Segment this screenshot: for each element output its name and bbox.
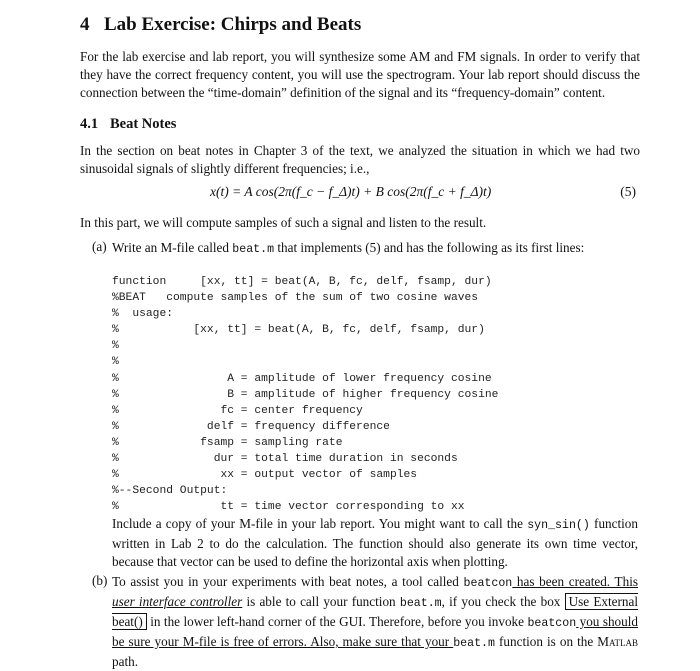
equation-5 <box>80 184 640 204</box>
code-block <box>112 274 532 515</box>
item-a-text <box>112 239 638 259</box>
item-a-after-text <box>112 515 638 571</box>
code-line: %--Second Output: <box>112 485 228 498</box>
subsection-number: 4.1 <box>80 116 99 132</box>
use-external-beat-box: Use External beat() <box>112 594 638 629</box>
item-b-t7: function is on the <box>494 634 598 649</box>
code-line: % dur = total time duration in seconds <box>112 453 458 466</box>
equation-number: (5) <box>620 184 636 199</box>
code-line: % B = amplitude of higher frequency cosine <box>112 388 499 401</box>
item-b-t4: , if you check the box <box>441 594 565 609</box>
beatcon-tool-2: beatcon <box>527 617 577 630</box>
item-a-text-post: that implements (5) and has the following as its first lines: <box>274 240 585 255</box>
syn-sin-function: syn_sin() <box>527 519 590 532</box>
section-number: 4 <box>80 14 90 35</box>
item-a-filename: beat.m <box>232 243 275 256</box>
item-b-t3: is able to call your function <box>242 594 400 609</box>
item-b-t2: has been created. This <box>512 574 638 589</box>
item-a-text-pre: Write an M-file called <box>112 240 233 255</box>
item-a-after-post: function written in Lab 2 to do the calculation. The function should also generate its own time vector, because that vector can be used to define the horizontal axis when plotting. <box>112 516 638 569</box>
subsection-heading <box>80 116 176 133</box>
section-title: Lab Exercise: Chirps and Beats <box>104 14 362 35</box>
item-a-after-pre: Include a copy of your M-file in your lab report. You might want to call the <box>112 516 528 531</box>
code-line: % usage: <box>112 308 174 321</box>
item-b-text <box>112 573 638 671</box>
equation-body: x(t) = A cos(2π(f_c − f_Δ)t) + B cos(2π(f_c + f_Δ)t) <box>210 184 492 199</box>
section-heading <box>80 14 361 36</box>
code-line: % <box>112 356 119 369</box>
subsection-title: Beat Notes <box>110 116 177 132</box>
beat-intro-paragraph: In the section on beat notes in Chapter 3 of the text, we analyzed the situation in which we had two sinusoidal signals of slightly different frequencies; i.e., <box>80 143 640 176</box>
code-line: % delf = frequency difference <box>112 420 390 433</box>
code-line: % A = amplitude of lower frequency cosine <box>112 372 492 385</box>
beat-m-filename-2: beat.m <box>453 637 495 650</box>
item-a-label: (a) <box>92 239 107 254</box>
item-b-label: (b) <box>92 573 108 588</box>
matlab-text: Matlab <box>597 634 638 649</box>
code-line: % tt = time vector corresponding to xx <box>112 501 465 514</box>
part-text: In this part, we will compute samples of such a signal and listen to the result. <box>80 215 487 230</box>
beat-m-filename: beat.m <box>399 597 442 610</box>
code-line: % fsamp = sampling rate <box>112 436 343 449</box>
item-b-t8: path. <box>112 654 139 669</box>
code-line: function [xx, tt] = beat(A, B, fc, delf, fsamp, dur) <box>112 276 492 288</box>
item-b-t5: in the lower left-hand corner of the GUI. Therefore, before you invoke <box>146 614 528 629</box>
code-line: % [xx, tt] = beat(A, B, fc, delf, fsamp, dur) <box>112 324 485 337</box>
code-line: %BEAT compute samples of the sum of two cosine waves <box>112 292 479 305</box>
user-interface-controller: user interface controller <box>112 594 243 609</box>
beatcon-tool: beatcon <box>463 577 513 590</box>
item-b-t6: you should be sure your M-file is free of errors. Also, make sure that your <box>112 614 639 649</box>
code-line: % fc = center frequency <box>112 404 363 417</box>
code-line: % xx = output vector of samples <box>112 469 418 482</box>
code-line: % <box>112 340 119 353</box>
item-b-t1: To assist you in your experiments with beat notes, a tool called <box>112 574 464 589</box>
intro-paragraph: For the lab exercise and lab report, you will synthesize some AM and FM signals. In order to verify that they have the correct frequency content, you will use the spectrogram. Your lab report should discuss the connection between the “time-domain” definition of the signal and its “frequency-domain” content. <box>80 49 640 100</box>
